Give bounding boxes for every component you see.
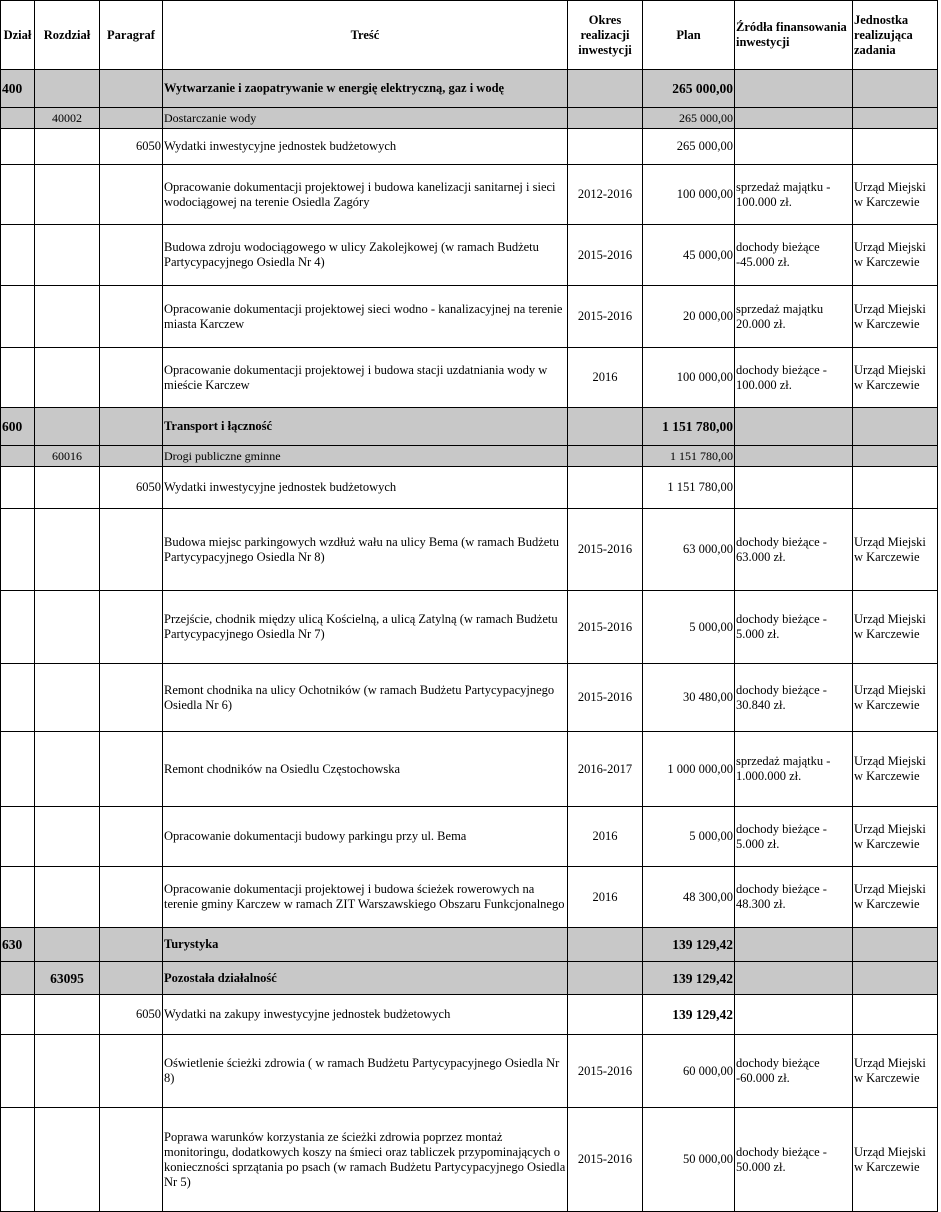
jednostka-cell (853, 108, 938, 129)
dzial-cell (1, 591, 35, 664)
plan-cell: 1 151 780,00 (643, 408, 735, 446)
rozdzial-cell (35, 664, 100, 732)
tresc-cell: Drogi publiczne gminne (163, 446, 568, 467)
header-okres: Okres realizacji inwestycji (568, 1, 643, 70)
plan-cell: 5 000,00 (643, 807, 735, 867)
zrodla-cell: dochody bieżące - 5.000 zł. (735, 807, 853, 867)
zrodla-cell (735, 108, 853, 129)
jednostka-cell: Urząd Miejski w Karczewie (853, 732, 938, 807)
plan-cell: 265 000,00 (643, 129, 735, 165)
tresc-cell: Dostarczanie wody (163, 108, 568, 129)
paragraf-cell: 6050 (100, 129, 163, 165)
dzial-cell (1, 108, 35, 129)
okres-cell: 2015-2016 (568, 1035, 643, 1108)
tresc-cell: Opracowanie dokumentacji projektowej i budowa ścieżek rowerowych na terenie gminy Karczew w ramach ZIT Warszawskiego Obszaru Funkcjonalnego (163, 867, 568, 928)
plan-cell: 20 000,00 (643, 286, 735, 348)
okres-cell: 2015-2016 (568, 591, 643, 664)
plan-cell: 50 000,00 (643, 1108, 735, 1212)
tresc-cell: Remont chodników na Osiedlu Częstochowska (163, 732, 568, 807)
table-row-rozdzial (1, 108, 938, 129)
dzial-cell (1, 962, 35, 995)
table-row-paragraf2 (1, 995, 938, 1035)
okres-cell: 2015-2016 (568, 664, 643, 732)
paragraf-cell (100, 1108, 163, 1212)
jednostka-cell: Urząd Miejski w Karczewie (853, 867, 938, 928)
table-row-item (1, 165, 938, 225)
dzial-cell (1, 664, 35, 732)
rozdzial-cell (35, 286, 100, 348)
plan-cell: 48 300,00 (643, 867, 735, 928)
rozdzial-cell (35, 928, 100, 962)
dzial-cell: 400 (1, 70, 35, 108)
rozdzial-cell (35, 509, 100, 591)
okres-cell: 2016-2017 (568, 732, 643, 807)
zrodla-cell (735, 962, 853, 995)
tresc-cell: Remont chodnika na ulicy Ochotników (w ramach Budżetu Partycypacyjnego Osiedla Nr 6) (163, 664, 568, 732)
table-row-paragraf (1, 129, 938, 165)
paragraf-cell (100, 70, 163, 108)
rozdzial-cell (35, 348, 100, 408)
tresc-cell: Budowa miejsc parkingowych wzdłuż wału na ulicy Bema (w ramach Budżetu Partycypacyjnego Osiedla Nr 8) (163, 509, 568, 591)
dzial-cell (1, 867, 35, 928)
jednostka-cell: Urząd Miejski w Karczewie (853, 225, 938, 286)
paragraf-cell (100, 807, 163, 867)
dzial-cell (1, 348, 35, 408)
okres-cell: 2015-2016 (568, 509, 643, 591)
tresc-cell: Wydatki inwestycyjne jednostek budżetowych (163, 129, 568, 165)
dzial-cell (1, 286, 35, 348)
table-row-dzial (1, 70, 938, 108)
table-row-item (1, 591, 938, 664)
dzial-cell: 630 (1, 928, 35, 962)
rozdzial-cell (35, 129, 100, 165)
dzial-cell: 600 (1, 408, 35, 446)
plan-cell: 1 151 780,00 (643, 446, 735, 467)
header-dzial: Dział (1, 1, 35, 70)
paragraf-cell (100, 108, 163, 129)
tresc-cell: Przejście, chodnik między ulicą Kościelną, a ulicą Zatylną (w ramach Budżetu Partycypacyjnego Osiedla Nr 7) (163, 591, 568, 664)
plan-cell: 45 000,00 (643, 225, 735, 286)
header-zrodla: Źródła finansowania inwestycji (735, 1, 853, 70)
jednostka-cell (853, 995, 938, 1035)
table-row-item (1, 1035, 938, 1108)
paragraf-cell (100, 165, 163, 225)
dzial-cell (1, 732, 35, 807)
jednostka-cell: Urząd Miejski w Karczewie (853, 807, 938, 867)
okres-cell (568, 108, 643, 129)
table-row-paragraf (1, 467, 938, 509)
paragraf-cell (100, 446, 163, 467)
okres-cell (568, 928, 643, 962)
dzial-cell (1, 165, 35, 225)
table-row-item (1, 1108, 938, 1212)
plan-cell: 139 129,42 (643, 995, 735, 1035)
table-row-item (1, 286, 938, 348)
table-row-item (1, 807, 938, 867)
okres-cell: 2015-2016 (568, 1108, 643, 1212)
tresc-cell: Wydatki na zakupy inwestycyjne jednostek budżetowych (163, 995, 568, 1035)
table-row-dzial (1, 408, 938, 446)
zrodla-cell: dochody bieżące - 50.000 zł. (735, 1108, 853, 1212)
zrodla-cell: dochody bieżące - 100.000 zł. (735, 348, 853, 408)
header-tresc: Treść (163, 1, 568, 70)
zrodla-cell (735, 408, 853, 446)
header-paragraf: Paragraf (100, 1, 163, 70)
jednostka-cell: Urząd Miejski w Karczewie (853, 348, 938, 408)
jednostka-cell (853, 928, 938, 962)
jednostka-cell (853, 129, 938, 165)
tresc-cell: Poprawa warunków korzystania ze ścieżki zdrowia poprzez montaż monitoringu, dodatkowych koszy na śmieci oraz tabliczek przypominających o konieczności sprzątania po psach (w ramach Budżetu Partycypacyjnego Osiedla Nr 5) (163, 1108, 568, 1212)
jednostka-cell (853, 446, 938, 467)
okres-cell (568, 129, 643, 165)
okres-cell (568, 962, 643, 995)
jednostka-cell: Urząd Miejski w Karczewie (853, 1108, 938, 1212)
plan-cell: 265 000,00 (643, 108, 735, 129)
zrodla-cell (735, 928, 853, 962)
rozdzial-cell: 40002 (35, 108, 100, 129)
okres-cell: 2015-2016 (568, 225, 643, 286)
rozdzial-cell (35, 867, 100, 928)
jednostka-cell (853, 962, 938, 995)
plan-cell: 30 480,00 (643, 664, 735, 732)
paragraf-cell (100, 1035, 163, 1108)
zrodla-cell: sprzedaż majątku 20.000 zł. (735, 286, 853, 348)
zrodla-cell: dochody bieżące - 48.300 zł. (735, 867, 853, 928)
jednostka-cell: Urząd Miejski w Karczewie (853, 286, 938, 348)
table-row-item (1, 348, 938, 408)
tresc-cell: Opracowanie dokumentacji projektowej i budowa kanelizacji sanitarnej i sieci wodociągowej na terenie Osiedla Zagóry (163, 165, 568, 225)
paragraf-cell (100, 591, 163, 664)
table-row-rozdzial (1, 446, 938, 467)
dzial-cell (1, 995, 35, 1035)
plan-cell: 5 000,00 (643, 591, 735, 664)
zrodla-cell (735, 995, 853, 1035)
zrodla-cell: sprzedaż majątku - 100.000 zł. (735, 165, 853, 225)
dzial-cell (1, 1035, 35, 1108)
rozdzial-cell (35, 995, 100, 1035)
tresc-cell: Turystyka (163, 928, 568, 962)
okres-cell: 2016 (568, 867, 643, 928)
rozdzial-cell: 63095 (35, 962, 100, 995)
zrodla-cell: dochody bieżące - 5.000 zł. (735, 591, 853, 664)
table-row-item (1, 867, 938, 928)
table-row-rozdzial2 (1, 962, 938, 995)
tresc-cell: Opracowanie dokumentacji projektowej sieci wodno - kanalizacyjnej na terenie miasta Karczew (163, 286, 568, 348)
table-row-dzial (1, 928, 938, 962)
rozdzial-cell (35, 1035, 100, 1108)
plan-cell: 139 129,42 (643, 928, 735, 962)
zrodla-cell: dochody bieżące - 63.000 zł. (735, 509, 853, 591)
rozdzial-cell (35, 467, 100, 509)
dzial-cell (1, 807, 35, 867)
plan-cell: 100 000,00 (643, 165, 735, 225)
okres-cell: 2016 (568, 348, 643, 408)
header-row (1, 1, 938, 70)
jednostka-cell: Urząd Miejski w Karczewie (853, 1035, 938, 1108)
okres-cell (568, 408, 643, 446)
jednostka-cell (853, 70, 938, 108)
dzial-cell (1, 446, 35, 467)
paragraf-cell (100, 928, 163, 962)
tresc-cell: Opracowanie dokumentacji budowy parkingu przy ul. Bema (163, 807, 568, 867)
rozdzial-cell (35, 165, 100, 225)
dzial-cell (1, 467, 35, 509)
table-row-item (1, 225, 938, 286)
plan-cell: 139 129,42 (643, 962, 735, 995)
zrodla-cell: dochody bieżące - 30.840 zł. (735, 664, 853, 732)
zrodla-cell (735, 129, 853, 165)
table-row-item (1, 664, 938, 732)
table-row-item (1, 509, 938, 591)
tresc-cell: Pozostała działalność (163, 962, 568, 995)
paragraf-cell (100, 408, 163, 446)
okres-cell: 2012-2016 (568, 165, 643, 225)
tresc-cell: Transport i łączność (163, 408, 568, 446)
plan-cell: 265 000,00 (643, 70, 735, 108)
jednostka-cell: Urząd Miejski w Karczewie (853, 509, 938, 591)
jednostka-cell (853, 408, 938, 446)
dzial-cell (1, 225, 35, 286)
rozdzial-cell (35, 1108, 100, 1212)
dzial-cell (1, 1108, 35, 1212)
rozdzial-cell (35, 807, 100, 867)
dzial-cell (1, 129, 35, 165)
paragraf-cell (100, 664, 163, 732)
dzial-cell (1, 509, 35, 591)
tresc-cell: Opracowanie dokumentacji projektowej i budowa stacji uzdatniania wody w mieście Karczew (163, 348, 568, 408)
paragraf-cell (100, 348, 163, 408)
okres-cell (568, 467, 643, 509)
rozdzial-cell (35, 591, 100, 664)
paragraf-cell (100, 509, 163, 591)
zrodla-cell (735, 446, 853, 467)
jednostka-cell: Urząd Miejski w Karczewie (853, 591, 938, 664)
okres-cell (568, 995, 643, 1035)
plan-cell: 100 000,00 (643, 348, 735, 408)
zrodla-cell: sprzedaż majątku - 1.000.000 zł. (735, 732, 853, 807)
zrodla-cell (735, 70, 853, 108)
plan-cell: 1 151 780,00 (643, 467, 735, 509)
okres-cell: 2015-2016 (568, 286, 643, 348)
tresc-cell: Oświetlenie ścieżki zdrowia ( w ramach Budżetu Partycypacyjnego Osiedla Nr 8) (163, 1035, 568, 1108)
zrodla-cell: dochody bieżące -45.000 zł. (735, 225, 853, 286)
okres-cell: 2016 (568, 807, 643, 867)
rozdzial-cell (35, 732, 100, 807)
paragraf-cell (100, 286, 163, 348)
paragraf-cell (100, 732, 163, 807)
paragraf-cell: 6050 (100, 995, 163, 1035)
paragraf-cell (100, 867, 163, 928)
plan-cell: 1 000 000,00 (643, 732, 735, 807)
rozdzial-cell: 60016 (35, 446, 100, 467)
header-jednostka: Jednostka realizująca zadania (853, 1, 938, 70)
header-rozdzial: Rozdział (35, 1, 100, 70)
tresc-cell: Wydatki inwestycyjne jednostek budżetowych (163, 467, 568, 509)
tresc-cell: Budowa zdroju wodociągowego w ulicy Zakolejkowej (w ramach Budżetu Partycypacyjnego Osiedla Nr 4) (163, 225, 568, 286)
tresc-cell: Wytwarzanie i zaopatrywanie w energię elektryczną, gaz i wodę (163, 70, 568, 108)
header-plan: Plan (643, 1, 735, 70)
jednostka-cell: Urząd Miejski w Karczewie (853, 664, 938, 732)
zrodla-cell (735, 467, 853, 509)
plan-cell: 63 000,00 (643, 509, 735, 591)
paragraf-cell (100, 225, 163, 286)
table-row-item (1, 732, 938, 807)
paragraf-cell: 6050 (100, 467, 163, 509)
okres-cell (568, 446, 643, 467)
rozdzial-cell (35, 408, 100, 446)
plan-cell: 60 000,00 (643, 1035, 735, 1108)
rozdzial-cell (35, 225, 100, 286)
rozdzial-cell (35, 70, 100, 108)
jednostka-cell: Urząd Miejski w Karczewie (853, 165, 938, 225)
okres-cell (568, 70, 643, 108)
jednostka-cell (853, 467, 938, 509)
paragraf-cell (100, 962, 163, 995)
zrodla-cell: dochody bieżące -60.000 zł. (735, 1035, 853, 1108)
